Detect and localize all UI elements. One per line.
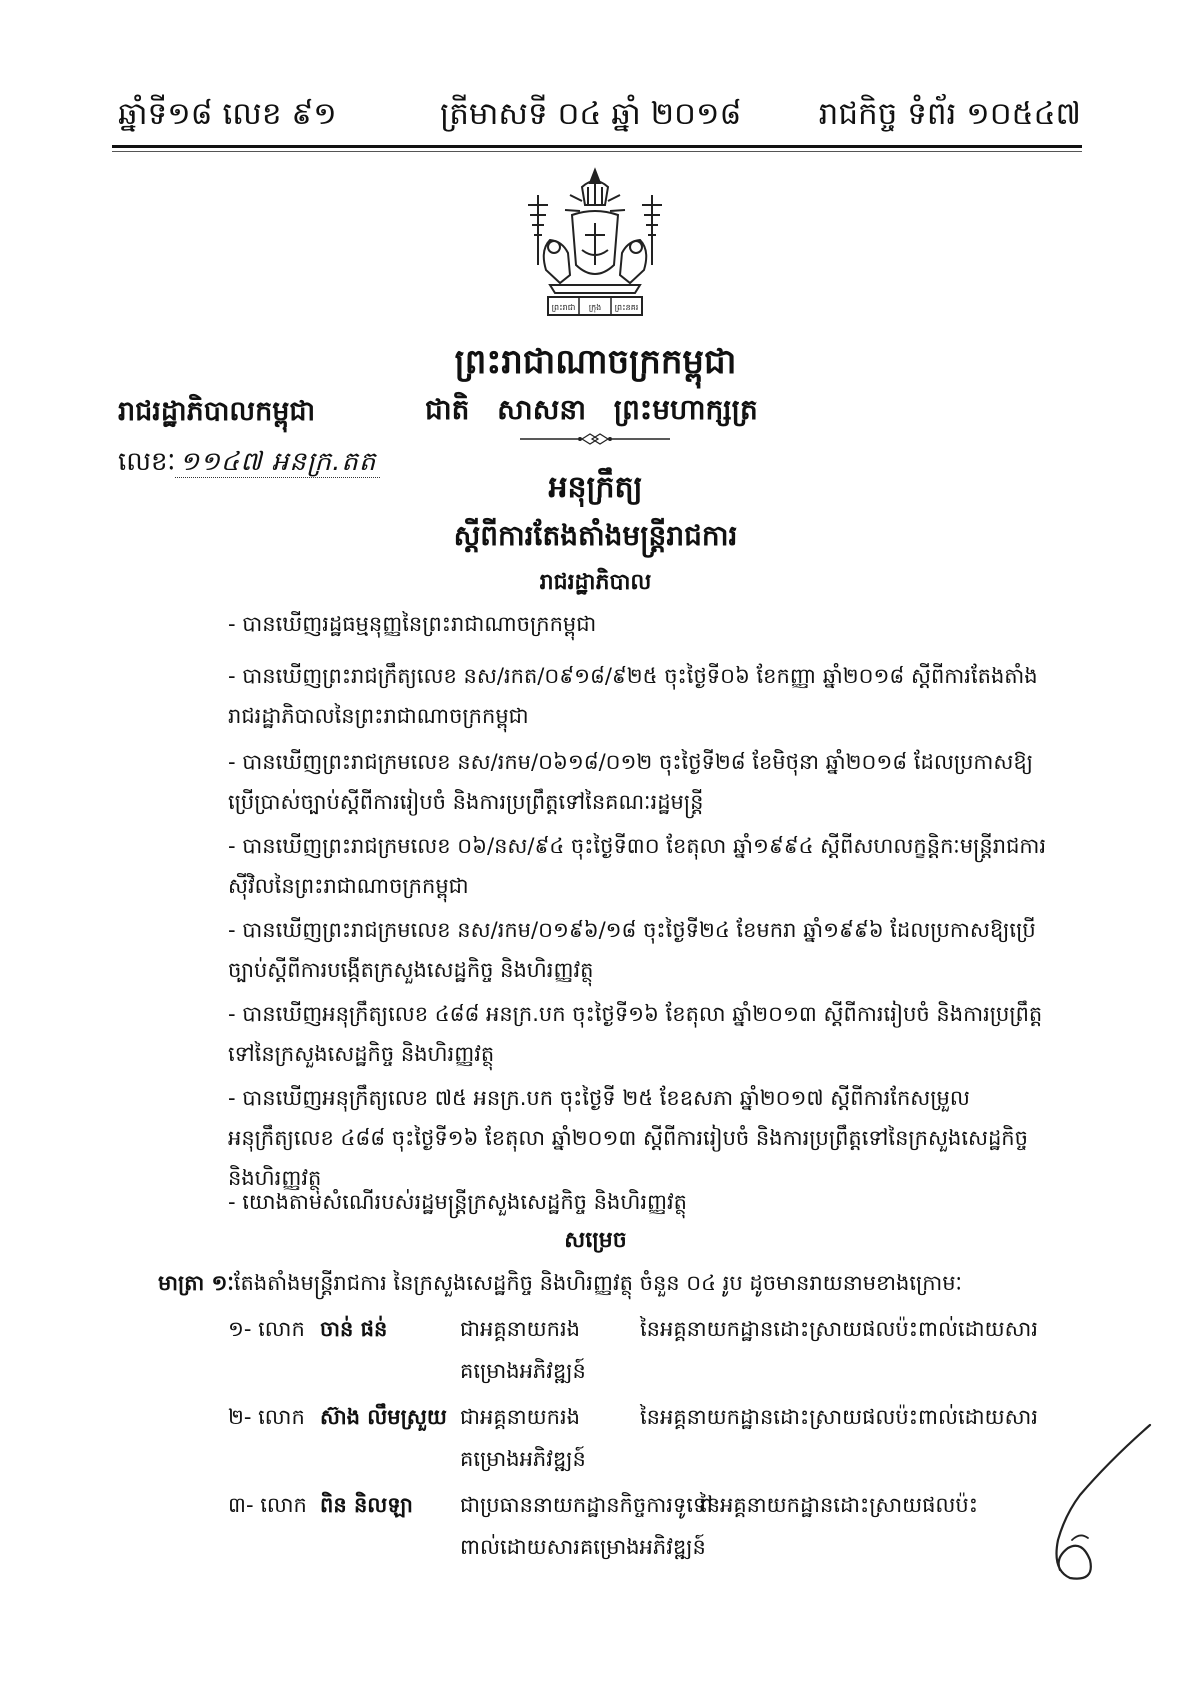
emblem-banner-text: ព្រះនគរ	[614, 303, 639, 312]
appointee-unit: នៃអគ្គនាយកដ្ឋានដោះស្រាយផលប៉ះ	[700, 1493, 978, 1517]
appointee-name: ចាន់ ផន់	[320, 1317, 388, 1341]
appointee-unit: នៃអគ្គនាយកដ្ឋានដោះស្រាយផលប៉ះពាល់ដោយសារ	[640, 1405, 1038, 1429]
appointee-role: ជាអគ្គនាយករង	[460, 1317, 580, 1341]
preamble-clause: - បានឃើញអនុក្រឹត្យលេខ ៧៥ អនក្រ.បក ចុះថ្ងៃទី ២៥ ខែឧសភា ឆ្នាំ២០១៧ ស្តីពីការកែសម្រួលអនុក្រឹត្យលេខ ៤៨៨ ចុះថ្ងៃទី១៦ ខែតុលា ឆ្នាំ២០១៣ ស្តីពីការរៀបចំ និងការប្រព្រឹត្តទៅនៃក្រសួងសេដ្ឋកិច្ច និងហិរញ្ញវត្ថុ	[228, 1086, 1028, 1190]
header-divider-thin	[112, 151, 1082, 152]
emblem-banner-text: ព្រះរាជា	[551, 303, 576, 312]
document-number-value: ១១៤៧ អនក្រ.តត	[175, 447, 380, 478]
government-name: រាជរដ្ឋាភិបាលកម្ពុជា	[118, 396, 316, 427]
appointee-name: ស៊ាង លឹមស្រួយ	[320, 1405, 447, 1429]
preamble-clause: - បានឃើញព្រះរាជក្រមលេខ នស/រកម/០៦១៨/០១២ ចុះថ្ងៃទី២៨ ខែមិថុនា ឆ្នាំ២០១៨ ដែលប្រកាសឱ្យប្រើប្រាស់ច្បាប់ស្តីពីការរៀបចំ និងការប្រព្រឹត្តទៅនៃគណៈរដ្ឋមន្ត្រី	[228, 750, 1033, 814]
article-1-text: តែងតាំងមន្ត្រីរាជការ នៃក្រសួងសេដ្ឋកិច្ច និងហិរញ្ញវត្ថុ ចំនួន ០៤ រូប ដូចមានរាយនាមខាងក្រោមៈ	[233, 1271, 962, 1295]
appointee-prefix: ៣- លោក	[228, 1493, 307, 1517]
gazette-page-number: រាជកិច្ច ទំព័រ ១០៥៤៧	[818, 96, 1081, 132]
gazette-year-issue: ឆ្នាំទី១៨ លេខ ៩១	[118, 96, 337, 132]
national-motto: ជាតិ សាសនា ព្រះមហាក្សត្រ	[425, 393, 758, 426]
preamble-clause: - បានឃើញអនុក្រឹត្យលេខ ៤៨៨ អនក្រ.បក ចុះថ្ងៃទី១៦ ខែតុលា ឆ្នាំ២០១៣ ស្តីពីការរៀបចំ និងការប្រព្រឹត្តទៅនៃក្រសួងសេដ្ឋកិច្ច និងហិរញ្ញវត្ថុ	[228, 1002, 1043, 1066]
appointee-role: ជាអគ្គនាយករង	[460, 1405, 580, 1429]
issuer-name: រាជរដ្ឋាភិបាល	[539, 570, 652, 595]
preamble-clause: - បានឃើញព្រះរាជក្រមលេខ ០៦/នស/៩៤ ចុះថ្ងៃទី៣០ ខែតុលា ឆ្នាំ១៩៩៤ ស្តីពីសហលក្ខន្តិកៈមន្ត្រីរាជការស៊ីវិលនៃព្រះរាជាណាចក្រកម្ពុជា	[228, 834, 1047, 898]
document-subtitle: ស្តីពីការតែងតាំងមន្ត្រីរាជការ	[453, 519, 738, 552]
ornament-divider-icon	[520, 432, 670, 446]
gazette-quarter: ត្រីមាសទី ០៤ ឆ្នាំ ២០១៨	[440, 96, 742, 132]
header-divider	[112, 145, 1082, 148]
preamble-clause: - យោងតាមសំណើរបស់រដ្ឋមន្ត្រីក្រសួងសេដ្ឋកិច្ច និងហិរញ្ញវត្ថុ	[228, 1190, 687, 1214]
document-number-label: លេខៈ	[118, 447, 176, 477]
appointee-prefix: ១- លោក	[228, 1317, 305, 1341]
appointee-unit: គម្រោងអភិវឌ្ឍន៍	[460, 1447, 586, 1471]
appointee-unit: ពាល់ដោយសារគម្រោងអភិវឌ្ឍន៍	[460, 1535, 706, 1559]
appointee-unit: នៃអគ្គនាយកដ្ឋានដោះស្រាយផលប៉ះពាល់ដោយសារ	[640, 1317, 1038, 1341]
preamble-clause: - បានឃើញព្រះរាជក្រមលេខ នស/រកម/០១៩៦/១៨ ចុះថ្ងៃទី២៤ ខែមករា ឆ្នាំ១៩៩៦ ដែលប្រកាសឱ្យប្រើច្បាប់ស្តីពីការបង្កើតក្រសួងសេដ្ឋកិច្ច និងហិរញ្ញវត្ថុ	[228, 918, 1036, 982]
preamble-clause: - បានឃើញរដ្ឋធម្មនុញ្ញនៃព្រះរាជាណាចក្រកម្ពុជា	[228, 612, 597, 636]
royal-coat-of-arms-icon	[510, 165, 680, 320]
preamble-clause: - បានឃើញព្រះរាជក្រឹត្យលេខ នស/រកត/០៩១៨/៩២៥ ចុះថ្ងៃទី០៦ ខែកញ្ញា ឆ្នាំ២០១៨ ស្តីពីការតែងតាំងរាជរដ្ឋាភិបាលនៃព្រះរាជាណាចក្រកម្ពុជា	[228, 664, 1038, 728]
kingdom-name: ព្រះរាជាណាចក្រកម្ពុជា	[454, 342, 737, 382]
emblem-banner-text: ក្រុង	[588, 303, 602, 312]
signature-icon	[1010, 1420, 1160, 1590]
appointee-name: ពិន និលឡា	[320, 1493, 413, 1517]
appointee-prefix: ២- លោក	[228, 1405, 305, 1429]
appointee-role: ជាប្រធាននាយកដ្ឋានកិច្ចការទូទៅ	[460, 1493, 713, 1517]
appointee-unit: គម្រោងអភិវឌ្ឍន៍	[460, 1359, 586, 1383]
article-1	[158, 1270, 962, 1301]
article-1-label: មាត្រា ១ៈ	[158, 1271, 234, 1295]
document-title: អនុក្រឹត្យ	[548, 470, 643, 505]
decision-heading: សម្រេច	[564, 1228, 627, 1253]
